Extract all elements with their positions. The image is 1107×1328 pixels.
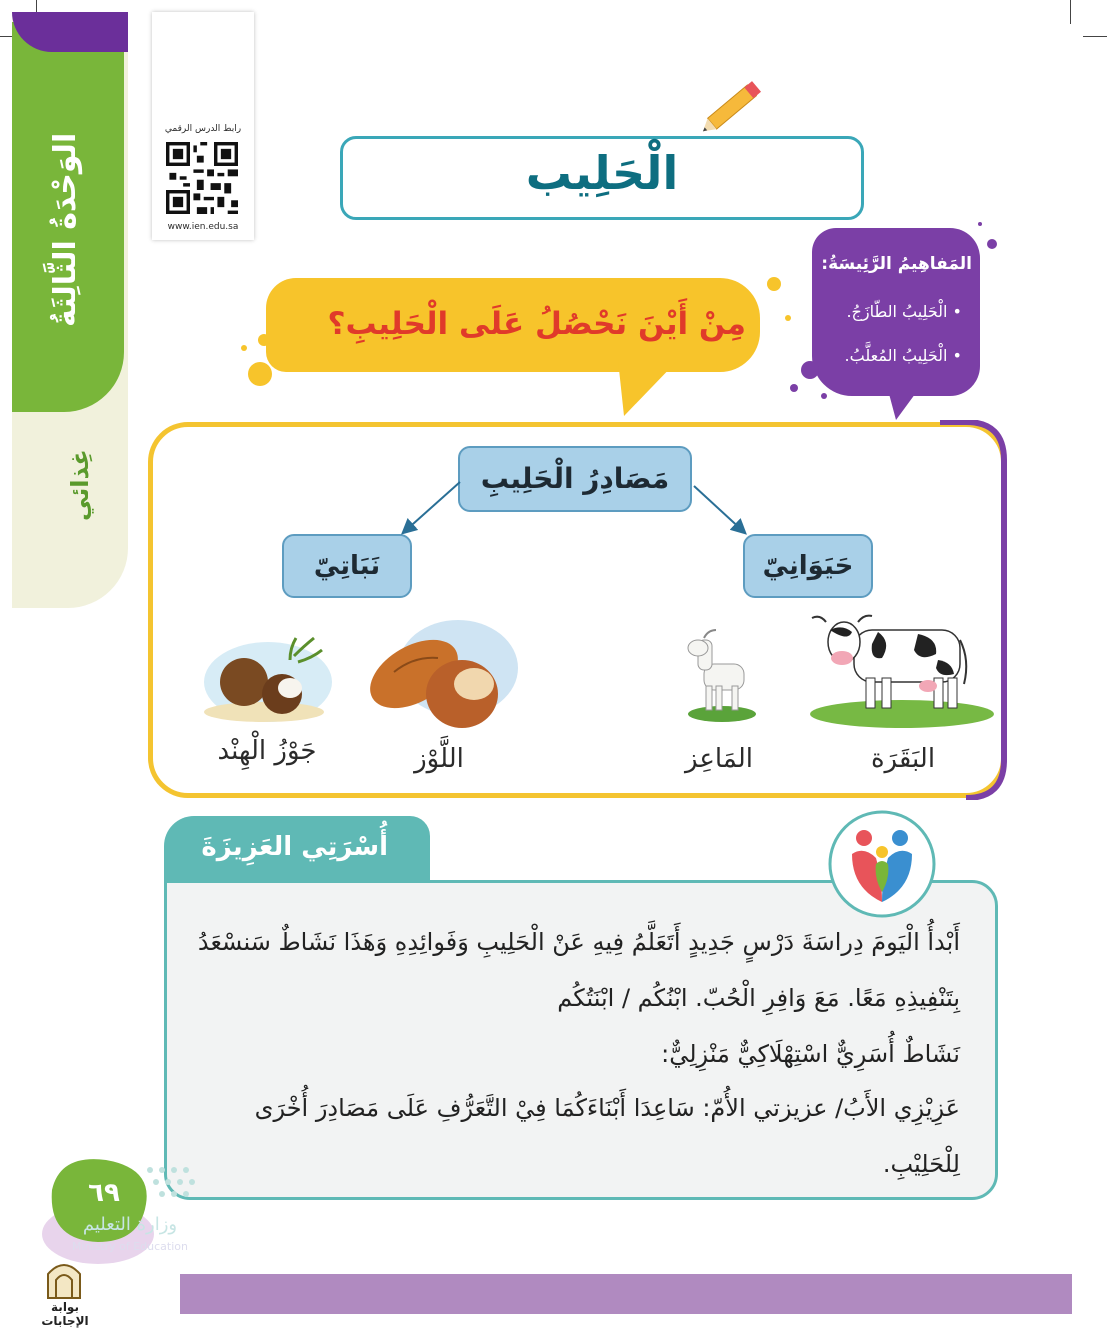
qr-code-icon[interactable] — [166, 142, 238, 214]
crop-mark — [1070, 0, 1071, 24]
family-icon — [826, 808, 938, 920]
concepts-title: المَفاهِيمُ الرَّئِيسَةُ: — [821, 254, 972, 274]
source-label-cow: البَقَرَة — [870, 744, 936, 774]
ministry-name-en: Ministry of Education — [71, 1240, 188, 1253]
almond-image — [354, 612, 518, 736]
family-text-line: بِتَنْفِيذِهِ مَعًا. مَعَ وَافِرِ الْحُبّ. ابْنُكُم / ابْنَتُكُم — [557, 984, 960, 1012]
crop-mark — [1083, 36, 1107, 37]
pencil-icon — [692, 72, 772, 142]
plant-source-box: نَبَاتِيّ — [282, 534, 412, 598]
unit-title: الوَحْدَةُ الثَّالِثَةُ — [48, 132, 83, 328]
lesson-title: الْحَلِيب — [525, 146, 679, 200]
unit-subtitle: غِذائي — [66, 449, 94, 521]
qr-label: رابط الدرس الرقمي — [164, 124, 242, 134]
concept-item: • الْحَلِيبُ المُعلَّبُ. — [844, 346, 962, 365]
family-title: أُسْرَتِي العَزِيزَةَ — [201, 832, 388, 862]
footer-band — [180, 1274, 1072, 1314]
decor-dots — [780, 214, 1010, 414]
animal-source-box: حَيَوَانِيّ — [743, 534, 873, 598]
family-text-line: لِلْحَلِيْبِ. — [882, 1150, 960, 1178]
page-number: ٦٩ — [88, 1178, 120, 1208]
source-label-almond: اللَّوْز — [414, 744, 464, 774]
question-text: مِنْ أَيْنَ نَحْصُلُ عَلَى الْحَلِيبِ؟ — [327, 306, 746, 342]
cow-image — [808, 600, 994, 730]
source-label-coconut: جَوْزُ الْهِنْد — [217, 736, 317, 766]
family-text-line: أَبْدأُ الْيَومَ دِراسَةَ دَرْسٍ جَدِيدٍ أَتَعَلَّمُ فِيهِ عَنْ الْحَلِيبِ وَفَوائِدِهِ وَهَذَا نَشَاطٌ سَنسْعَدُ — [197, 928, 960, 956]
family-text-line: نَشَاطٌ أُسَرِيٌّ اسْتِهْلَاكِيٌّ مَنْزِلِيٌّ: — [661, 1040, 960, 1068]
qr-url[interactable]: www.ien.edu.sa — [167, 222, 239, 232]
diagram-arrows — [380, 470, 780, 550]
goat-image — [684, 626, 758, 724]
concept-item: • الْحَلِيبُ الطّازَجُ. — [846, 302, 962, 321]
coconut-image — [198, 636, 332, 724]
ministry-name: وزارة التعليم — [82, 1214, 178, 1235]
source-label-goat: المَاعِز — [685, 744, 753, 774]
portal-logo-icon — [44, 1258, 84, 1300]
sources-heading: مَصَادِرُ الْحَلِيبِ — [458, 446, 692, 512]
family-text-line: عَزِيْزِي الأَبُ/ عزيزتي الأُمّ: سَاعِدَا أَبْنَاءَكُمَا فِيْ التَّعَرُّفِ عَلَى مَصَادِرَ أُخْرَى — [254, 1094, 960, 1122]
portal-name: بوابة الإجابات — [41, 1300, 89, 1328]
